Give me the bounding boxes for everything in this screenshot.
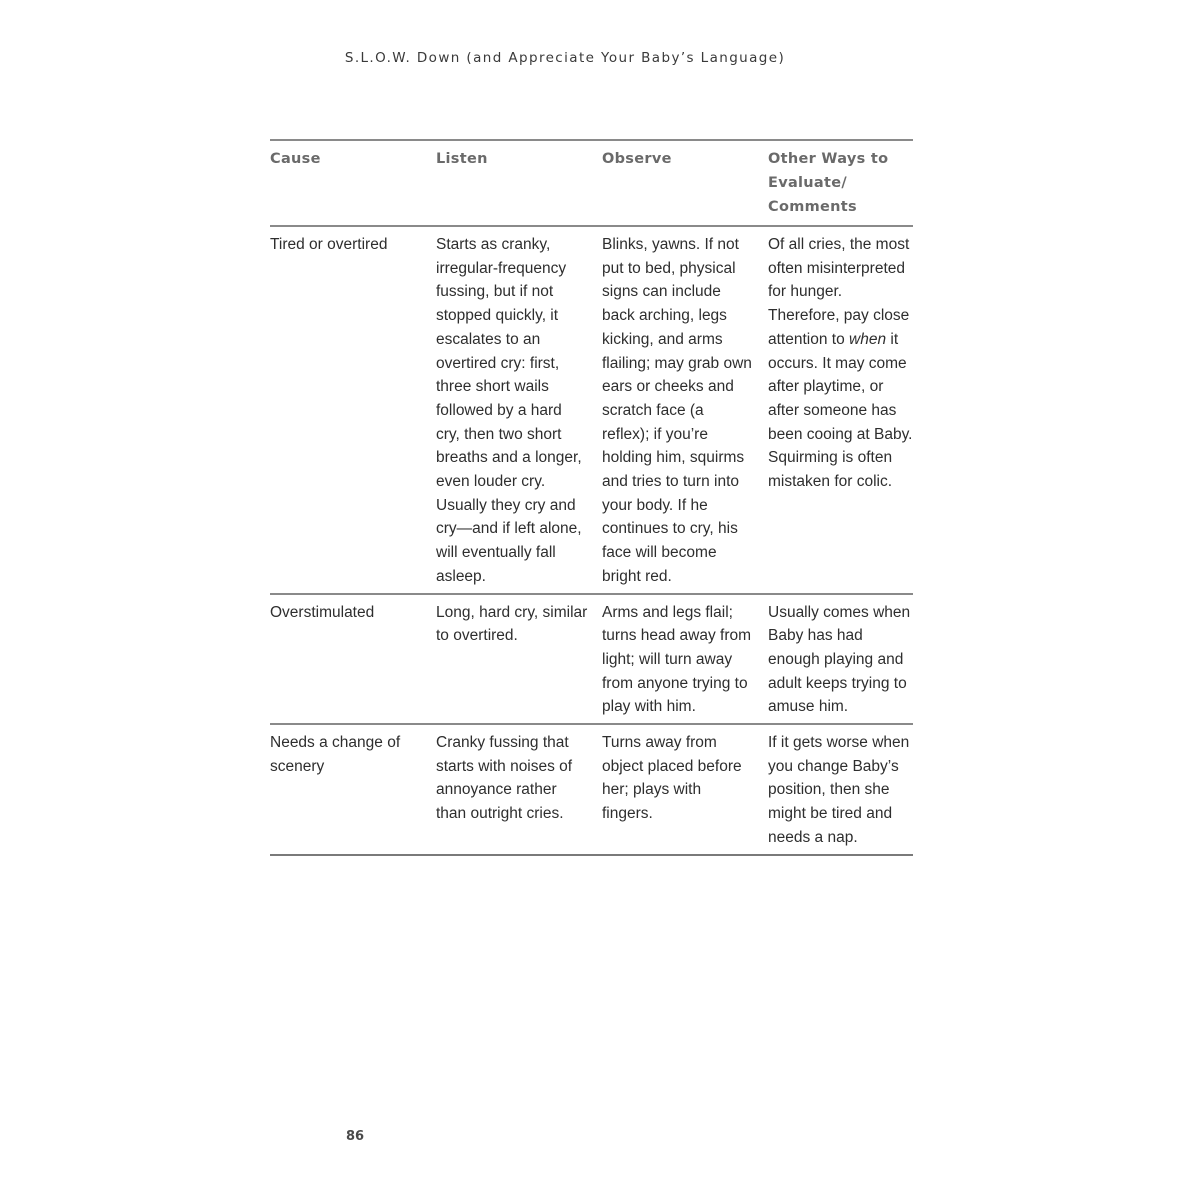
comments-cell: If it gets worse when you change Baby’s position, then she might be tired and needs a nap. [768, 734, 910, 846]
column-header-cause: Cause [270, 151, 321, 167]
column-header-comments: Other Ways to Evaluate/ Comments [768, 151, 889, 215]
table-header [270, 140, 913, 226]
listen-cell: Cranky fussing that starts with noises of annoyance rather than outright cries. [436, 734, 573, 823]
observe-cell: Turns away from object placed before her; plays with fingers. [602, 734, 742, 823]
observe-cell: Blinks, yawns. If not put to bed, physical signs can include back arching, legs kicking, and arms flailing; may grab own ears or cheeks and scratch face (a reflex); if you’re holding him, squirms and tries to turn into your body. If he continues to cry, his face will become bright red. [602, 236, 752, 585]
header-row [270, 140, 913, 226]
comments-text: Of all cries, the most often misinterpreted for hunger. Therefore, pay close attention to [768, 236, 910, 348]
observe-cell: Arms and legs flail; turns head away from light; will turn away from anyone trying to play with him. [602, 603, 752, 716]
comments-cell [768, 226, 913, 594]
comments-cell: Usually comes when Baby has had enough playing and adult keeps trying to amuse him. [768, 603, 911, 716]
cause-cell: Tired or overtired [270, 236, 388, 253]
table-row [270, 226, 913, 594]
table-body [270, 226, 913, 855]
comments-text: it occurs. It may come after playtime, or after someone has been cooing at Baby. Squirming is often mistaken for colic. [768, 330, 913, 491]
cause-cell: Needs a change of scenery [270, 734, 401, 775]
cause-cell: Overstimulated [270, 603, 375, 621]
column-header-listen: Listen [436, 151, 488, 167]
cry-causes-table-container [270, 139, 913, 856]
table-row [270, 724, 913, 855]
page-number: 86 [346, 1129, 365, 1144]
column-header-observe: Observe [602, 151, 672, 167]
listen-cell: Starts as cranky, irregular-frequency fussing, but if not stopped quickly, it escalates to an overtired cry: first, three short wails followed by a hard cry, then two short breaths and a longer, even louder cry. Usually they cry and cry—and if left alone, will eventually fall asleep. [436, 236, 582, 585]
listen-cell: Long, hard cry, similar to overtired. [436, 603, 588, 645]
running-header: S.L.O.W. Down (and Appreciate Your Baby’s Language) [344, 50, 786, 66]
table-row [270, 594, 913, 725]
cry-causes-table [270, 139, 913, 856]
comments-emphasis: when [849, 330, 887, 348]
